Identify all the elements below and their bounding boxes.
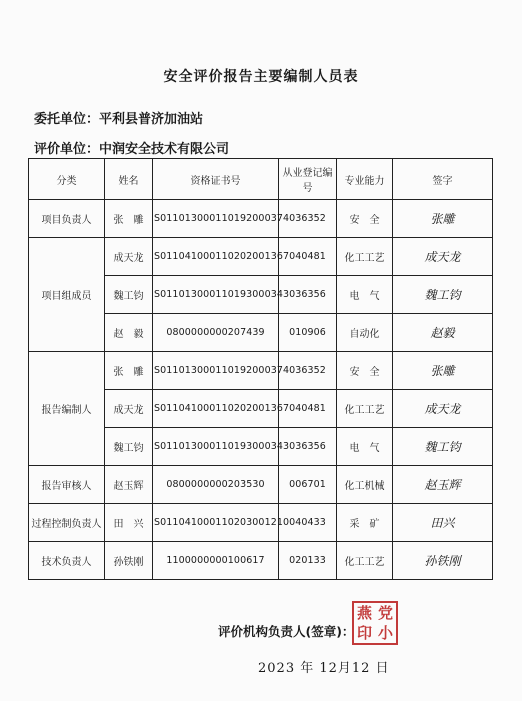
signature: 魏工钧 — [424, 288, 461, 302]
skill-cell: 自动化 — [337, 314, 393, 352]
signature: 孙铁刚 — [424, 554, 461, 568]
table-row — [29, 542, 493, 580]
cert-cell: 1100000000100617 — [153, 542, 279, 580]
cert-cell: S011041000110202001367 — [153, 390, 279, 428]
cert-cell: S011013000110192000374 — [153, 352, 279, 390]
signature-cell — [393, 542, 493, 580]
header-cert: 资格证书号 — [153, 159, 279, 200]
cert-cell: S011013000110193000343 — [153, 428, 279, 466]
signing-date: 2023 年 12月12 日 — [258, 661, 390, 676]
signature-cell — [393, 428, 493, 466]
table-row — [29, 352, 493, 390]
seal-char: 党 — [377, 604, 393, 622]
table-row — [29, 200, 493, 238]
reg-cell: 020133 — [279, 542, 337, 580]
table-header-row — [29, 159, 493, 200]
name-cell: 成天龙 — [105, 390, 153, 428]
personal-seal-stamp — [352, 601, 398, 645]
group-cell: 过程控制负责人 — [29, 504, 105, 542]
cert-cell: S011041000110202001367 — [153, 238, 279, 276]
group-cell: 项目负责人 — [29, 200, 105, 238]
signature-cell — [393, 352, 493, 390]
skill-cell: 采 矿 — [337, 504, 393, 542]
signature-cell — [393, 504, 493, 542]
reg-cell: 036352 — [279, 200, 337, 238]
reg-cell: 036356 — [279, 276, 337, 314]
document-title: 安全评价报告主要编制人员表 — [163, 69, 359, 85]
header-skill: 专业能力 — [337, 159, 393, 200]
client-label: 委托单位： — [34, 112, 100, 127]
signature: 成天龙 — [424, 402, 461, 416]
skill-cell: 电 气 — [337, 428, 393, 466]
signature-cell — [393, 314, 493, 352]
signature: 赵毅 — [430, 326, 455, 340]
cert-cell: S011041000110203001210 — [153, 504, 279, 542]
seal-char: 燕 — [356, 604, 372, 622]
reg-cell: 006701 — [279, 466, 337, 504]
signature-cell — [393, 466, 493, 504]
group-cell: 报告审核人 — [29, 466, 105, 504]
reg-cell: 036356 — [279, 428, 337, 466]
signature-cell — [393, 200, 493, 238]
cert-cell: 0800000000207439 — [153, 314, 279, 352]
name-cell: 成天龙 — [105, 238, 153, 276]
table-row — [29, 504, 493, 542]
director-signature-label: 评价机构负责人(签章)： — [218, 624, 355, 639]
group-cell: 技术负责人 — [29, 542, 105, 580]
name-cell: 赵 毅 — [105, 314, 153, 352]
staff-table — [28, 158, 493, 580]
evaluator-line — [34, 138, 229, 157]
skill-cell: 安 全 — [337, 352, 393, 390]
header-name: 姓名 — [105, 159, 153, 200]
client-value: 平利县普济加油站 — [99, 112, 204, 127]
evaluator-label: 评价单位： — [34, 142, 100, 157]
signature: 成天龙 — [424, 250, 461, 264]
cert-cell: S011013000110193000343 — [153, 276, 279, 314]
name-cell: 田 兴 — [105, 504, 153, 542]
header-sign: 签字 — [393, 159, 493, 200]
signature: 赵玉辉 — [424, 478, 461, 492]
evaluator-value: 中润安全技术有限公司 — [99, 142, 230, 157]
reg-cell: 040481 — [279, 390, 337, 428]
reg-cell: 036352 — [279, 352, 337, 390]
table-row — [29, 238, 493, 276]
header-reg: 从业登记编号 — [279, 159, 337, 200]
name-cell: 孙铁刚 — [105, 542, 153, 580]
group-cell: 项目组成员 — [29, 238, 105, 352]
header-category: 分类 — [29, 159, 105, 200]
seal-char: 印 — [356, 624, 372, 642]
signature-cell — [393, 390, 493, 428]
skill-cell: 化工机械 — [337, 466, 393, 504]
signature: 魏工钧 — [424, 440, 461, 454]
skill-cell: 电 气 — [337, 276, 393, 314]
name-cell: 张 雕 — [105, 352, 153, 390]
skill-cell: 安 全 — [337, 200, 393, 238]
reg-cell: 040481 — [279, 238, 337, 276]
client-line — [34, 108, 203, 127]
skill-cell: 化工工艺 — [337, 542, 393, 580]
signature-cell — [393, 276, 493, 314]
signature: 田兴 — [430, 516, 455, 530]
name-cell: 赵玉辉 — [105, 466, 153, 504]
skill-cell: 化工工艺 — [337, 390, 393, 428]
skill-cell: 化工工艺 — [337, 238, 393, 276]
signature-cell — [393, 238, 493, 276]
signature: 张雕 — [430, 364, 455, 378]
reg-cell: 010906 — [279, 314, 337, 352]
name-cell: 张 雕 — [105, 200, 153, 238]
table-row — [29, 466, 493, 504]
reg-cell: 040433 — [279, 504, 337, 542]
cert-cell: S011013000110192000374 — [153, 200, 279, 238]
seal-char: 小 — [377, 624, 393, 642]
name-cell: 魏工钧 — [105, 276, 153, 314]
cert-cell: 0800000000203530 — [153, 466, 279, 504]
name-cell: 魏工钧 — [105, 428, 153, 466]
group-cell: 报告编制人 — [29, 352, 105, 466]
signature: 张雕 — [430, 212, 455, 226]
